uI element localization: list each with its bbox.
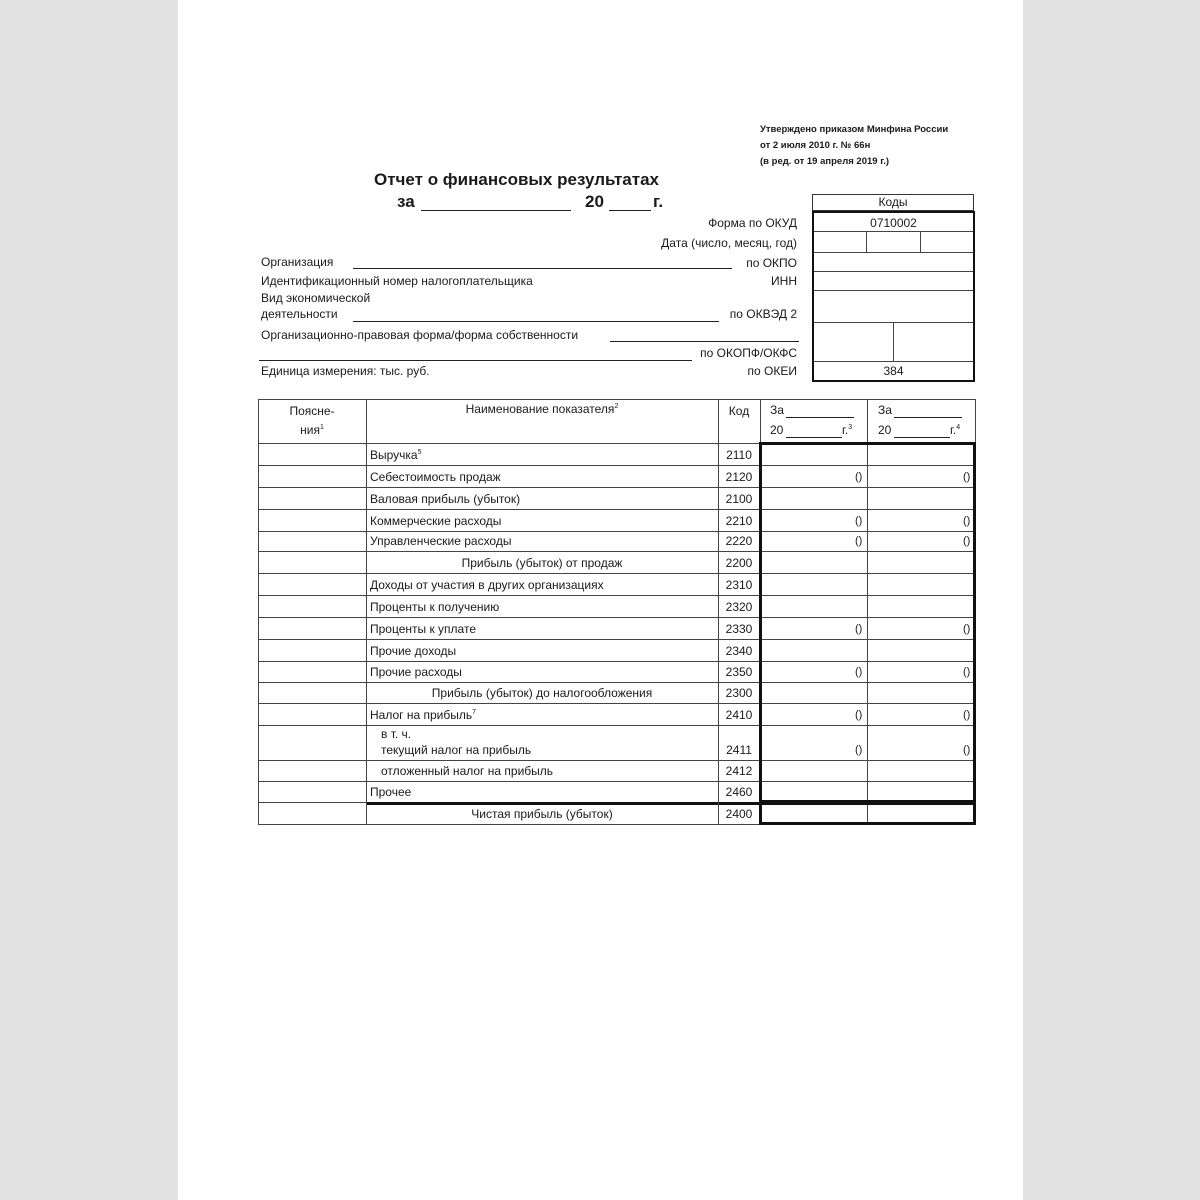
header-period2-year: 20 [878, 423, 892, 437]
row-value-period-1[interactable] [760, 725, 867, 760]
row-code: 2330 [725, 622, 753, 636]
financial-results-table [178, 0, 1023, 1200]
row-value-period-1[interactable] [760, 573, 867, 595]
negative-value-parens: () [855, 666, 863, 678]
row-value-period-2[interactable] [867, 639, 975, 661]
row-value-period-2[interactable] [867, 725, 975, 760]
negative-value-parens: () [963, 666, 971, 678]
row-code: 2411 [726, 743, 752, 757]
activity-label-2: деятельности [261, 307, 338, 321]
row-name: Чистая прибыль (убыток) [471, 807, 613, 821]
period2-year-line[interactable] [894, 437, 950, 438]
header-period1-year: 20 [770, 423, 784, 437]
row-value-period-2[interactable] [867, 802, 975, 824]
row-name: Прочие расходы [370, 665, 462, 679]
title-za: за [397, 192, 415, 211]
row-name: Прочее [370, 785, 412, 799]
document-page [178, 0, 1023, 1200]
row-value-period-1[interactable] [760, 531, 867, 551]
negative-value-parens: () [963, 471, 971, 483]
row-value-period-2[interactable] [867, 551, 975, 573]
okpo-label: по ОКПО [746, 256, 797, 270]
period1-year-line[interactable] [786, 437, 842, 438]
period1-za-line[interactable] [786, 417, 854, 418]
okei-code: 384 [883, 364, 904, 378]
row-value-period-2[interactable] [867, 573, 975, 595]
row-value-period-2[interactable] [867, 509, 975, 531]
negative-value-parens: () [855, 709, 863, 721]
row-code: 2340 [725, 644, 753, 658]
date-label: Дата (число, месяц, год) [661, 236, 797, 250]
row-code: 2412 [725, 764, 753, 778]
negative-value-parens: () [855, 515, 863, 527]
row-code: 2300 [725, 686, 753, 700]
row-name: Проценты к уплате [370, 622, 476, 636]
approval-line-1: Утверждено приказом Минфина России [760, 124, 949, 135]
okei-label: по ОКЕИ [747, 364, 797, 378]
row-name-prefix: в т. ч. [381, 727, 412, 741]
row-name: Прибыль (убыток) от продаж [461, 556, 623, 570]
table-grid-line [366, 399, 367, 824]
row-code: 2350 [725, 665, 753, 679]
row-value-period-2[interactable] [867, 682, 975, 703]
row-value-period-2[interactable] [867, 617, 975, 639]
row-value-period-1[interactable] [760, 703, 867, 725]
row-value-period-2[interactable] [867, 531, 975, 551]
row-name: отложенный налог на прибыль [381, 764, 554, 778]
table-grid-line [760, 399, 761, 443]
row-value-period-1[interactable] [760, 760, 867, 781]
row-name: Прочие доходы [370, 644, 457, 658]
unit-label: Единица измерения: тыс. руб. [261, 364, 430, 378]
okud-code: 0710002 [870, 216, 917, 230]
okved-label: по ОКВЭД 2 [729, 307, 797, 321]
negative-value-parens: () [963, 515, 971, 527]
negative-value-parens: () [855, 471, 863, 483]
row-code: 2100 [725, 492, 753, 506]
row-code: 2210 [725, 514, 753, 528]
row-code: 2220 [725, 534, 753, 548]
row-value-period-2[interactable] [867, 781, 975, 802]
row-value-period-1[interactable] [760, 781, 867, 802]
document-title: Отчет о финансовых результатах [374, 170, 659, 189]
approval-line-3: (в ред. от 19 апреля 2019 г.) [760, 156, 890, 167]
okud-label: Форма по ОКУД [708, 216, 797, 230]
row-code: 2200 [725, 556, 753, 570]
period2-za-line[interactable] [894, 417, 962, 418]
row-value-period-1[interactable] [760, 487, 867, 509]
row-name: Валовая прибыль (убыток) [370, 492, 521, 506]
header-period2-za: За [878, 403, 892, 417]
negative-value-parens: () [855, 623, 863, 635]
table-grid-line [258, 399, 259, 824]
negative-value-parens: () [963, 535, 971, 547]
row-value-period-2[interactable] [867, 703, 975, 725]
row-value-period-1[interactable] [760, 595, 867, 617]
header-name: Наименование показателя$^2$ [465, 402, 619, 416]
row-name: Налог на прибыль$^7$ [370, 708, 477, 722]
row-name: Себестоимость продаж [370, 470, 501, 484]
row-name: Доходы от участия в других организациях [370, 578, 604, 592]
header-code: Код [728, 404, 750, 418]
row-code: 2310 [725, 578, 753, 592]
row-code: 2410 [725, 708, 753, 722]
header-period1-g: г.$^3$ [842, 423, 853, 437]
row-value-period-1[interactable] [760, 661, 867, 682]
row-name: текущий налог на прибыль [381, 743, 532, 757]
row-name: Прибыль (убыток) до налогообложения [431, 686, 653, 700]
inn-short-label: ИНН [771, 274, 797, 288]
header-notes-1: Поясне- [289, 404, 335, 418]
row-value-period-1[interactable] [760, 509, 867, 531]
row-value-period-2[interactable] [867, 487, 975, 509]
row-name: Выручка$^5$ [370, 448, 422, 462]
row-value-period-1[interactable] [760, 551, 867, 573]
negative-value-parens: () [855, 744, 863, 756]
row-value-period-1[interactable] [760, 443, 867, 465]
row-value-period-2[interactable] [867, 661, 975, 682]
table-grid-line [975, 399, 976, 443]
header-notes-2: ния$^1$ [300, 423, 324, 437]
row-name: Коммерческие расходы [370, 514, 502, 528]
row-code: 2320 [725, 600, 753, 614]
row-code: 2400 [725, 807, 753, 821]
header-period1-za: За [770, 403, 784, 417]
row-value-period-1[interactable] [760, 802, 867, 824]
activity-label-1: Вид экономической [261, 291, 371, 305]
row-value-period-2[interactable] [867, 760, 975, 781]
inn-label: Идентификационный номер налогоплательщика [261, 274, 533, 288]
organization-label: Организация [261, 255, 334, 269]
row-code: 2120 [725, 470, 753, 484]
negative-value-parens: () [855, 535, 863, 547]
row-name: Проценты к получению [370, 600, 500, 614]
title-year-prefix: 20 [585, 192, 604, 211]
negative-value-parens: () [963, 744, 971, 756]
row-code: 2460 [725, 785, 753, 799]
legal-form-label: Организационно-правовая форма/форма собственности [261, 328, 579, 342]
approval-line-2: от 2 июля 2010 г. № 66н [760, 140, 871, 151]
row-code: 2110 [726, 448, 752, 462]
title-year-suffix: г. [653, 192, 664, 211]
row-value-period-1[interactable] [760, 465, 867, 487]
row-value-period-2[interactable] [867, 443, 975, 465]
row-value-period-1[interactable] [760, 639, 867, 661]
row-value-period-1[interactable] [760, 682, 867, 703]
row-value-period-2[interactable] [867, 595, 975, 617]
negative-value-parens: () [963, 623, 971, 635]
row-name: Управленческие расходы [370, 534, 512, 548]
table-grid-line [258, 802, 366, 803]
header-period2-g: г.$^4$ [950, 423, 961, 437]
row-value-period-2[interactable] [867, 465, 975, 487]
codes-header: Коды [878, 195, 908, 209]
okopf-label: по ОКОПФ/ОКФС [700, 346, 797, 360]
negative-value-parens: () [963, 709, 971, 721]
row-value-period-1[interactable] [760, 617, 867, 639]
